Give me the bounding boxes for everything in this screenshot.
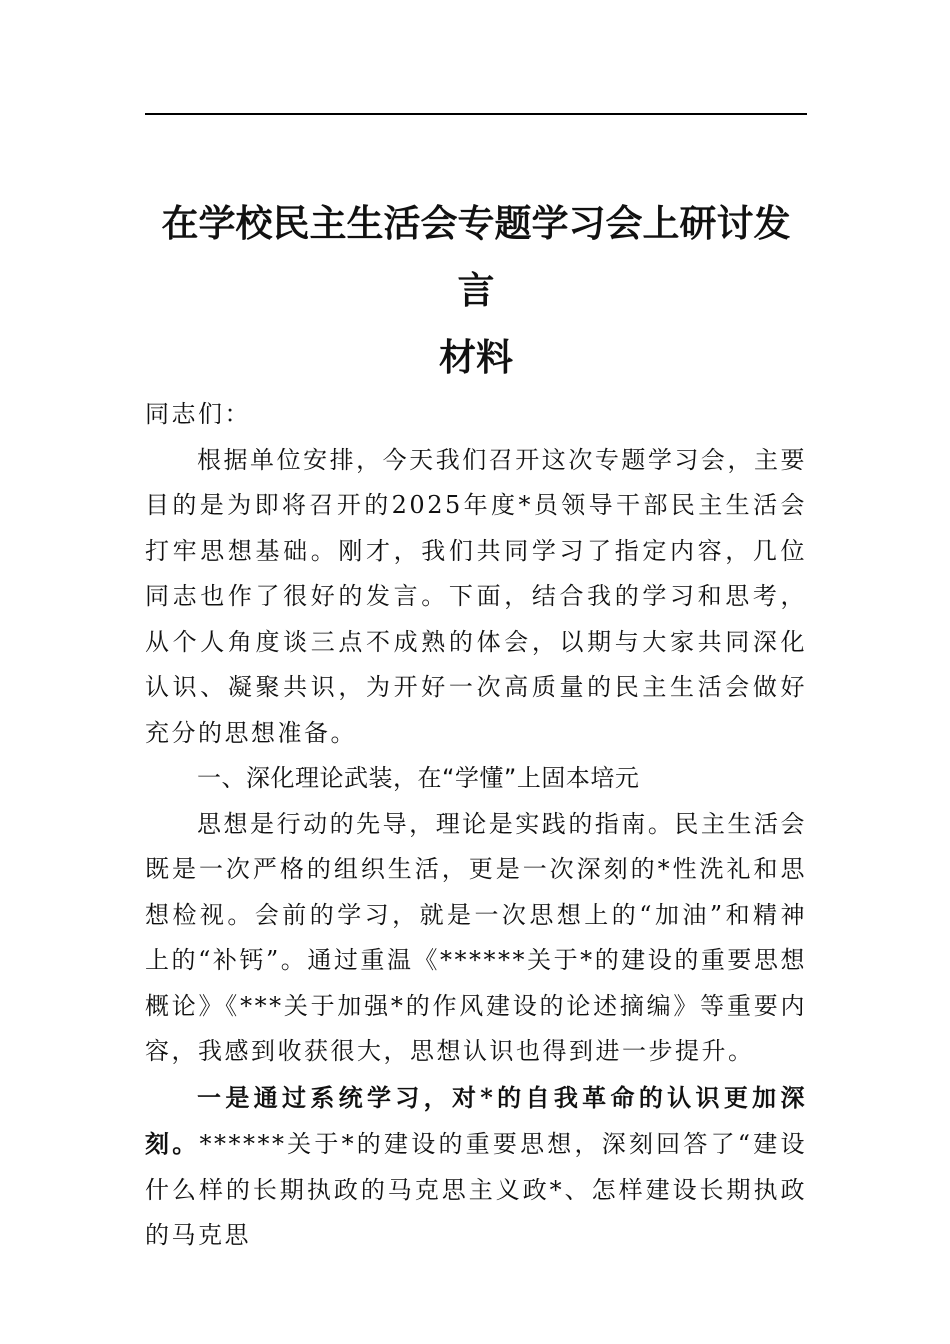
intro-paragraph: 根据单位安排，今天我们召开这次专题学习会，主要目的是为即将召开的2025年度*员领导干部民主生活会打牢思想基础。刚才，我们共同学习了指定内容，几位同志也作了很好的发言。下面，结合我的学习和思考，从个人角度谈三点不成熟的体会，以期与大家共同深化认识、凝聚共识，为开好一次高质量的民主生活会做好充分的思想准备。 <box>145 445 807 747</box>
title-line-1: 在学校民主生活会专题学习会上研讨发言 <box>161 201 791 312</box>
header-rule <box>145 113 807 115</box>
point-1-text: ******关于*的建设的重要思想，深刻回答了“建设什么样的长期执政的马克思主义政*、怎样建设长期执政的马克思 <box>145 1130 807 1249</box>
point-1-paragraph <box>145 1075 807 1259</box>
point-1-lead: 一是通过系统学习，对*的自我革命的认识更加深刻。 <box>145 1082 807 1158</box>
salutation: 同志们： <box>145 400 251 428</box>
section-1-paragraph: 思想是行动的先导，理论是实践的指南。民主生活会既是一次严格的组织生活，更是一次深刻的*性洗礼和思想检视。会前的学习，就是一次思想上的“加油”和精神上的“补钙”。通过重温《******关于*的建设的重要思想概论》《***关于加强*的作风建设的论述摘编》等重要内容，我感到收获很大，思想认识也得到进一步提升。 <box>145 809 807 1065</box>
document-body <box>145 392 807 1259</box>
title-line-2: 材料 <box>439 335 513 379</box>
section-1-heading: 一、深化理论武装，在“学懂”上固本培元 <box>197 764 640 792</box>
document-title <box>145 190 807 391</box>
